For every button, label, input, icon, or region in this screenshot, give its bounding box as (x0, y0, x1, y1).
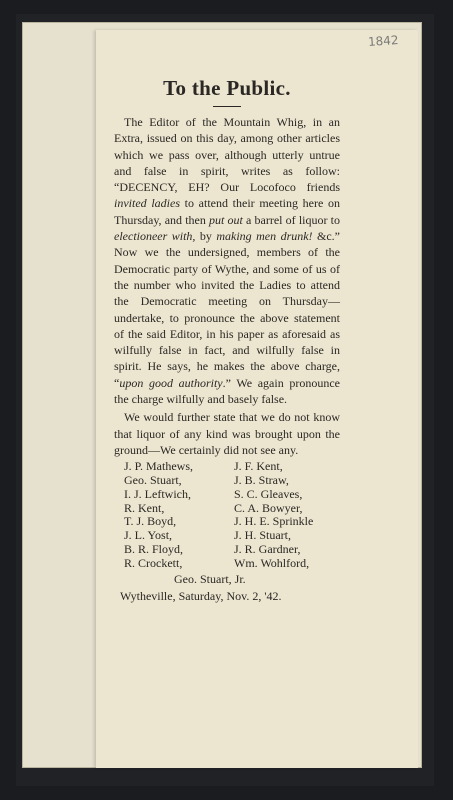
title-rule (213, 106, 241, 107)
signature: Wm. Wohlford, (234, 555, 310, 570)
italic-text-run: electioneer with, (114, 229, 196, 244)
italic-text-run: upon good authority (119, 375, 223, 390)
dateline: Wytheville, Saturday, Nov. 2, '42. (120, 589, 282, 604)
text-run: a barrel of liquor to (242, 212, 340, 227)
signature: J. H. Stuart, (234, 528, 291, 543)
text-run: &c.” Now we the undersigned, members of the Democratic party of Wythe, and some of us of the number who invited the Ladies to attend the Democratic meeting on Thursday—undertake, to pronounce the above statement of the said Editor, in his paper as aforesaid as wilfully false in fact, and wilfully false in spirit. He says, he makes the above charge, “ (114, 229, 340, 390)
paragraph-statement (114, 114, 340, 407)
italic-text-run: invited ladies (114, 196, 180, 211)
paragraph-further-statement: We would further state that we do not know that liquor of any kind was brought upon the ground—We certainly did not see any. (114, 410, 340, 457)
signature: R. Crockett, (124, 555, 183, 570)
broadside-text (114, 76, 340, 604)
signature: I. J. Leftwich, (124, 486, 191, 501)
pencil-annotation: 1842 (367, 32, 399, 50)
signature: S. C. Gleaves, (234, 486, 303, 501)
text-run: to attend their meeting here on Thursday, and then (114, 196, 340, 227)
text-run: by (195, 229, 217, 244)
signature-row (114, 488, 340, 502)
signature: J. F. Kent, (234, 459, 283, 474)
signature: J. B. Straw, (234, 473, 289, 488)
signature: J. P. Mathews, (124, 459, 194, 474)
signature: J. R. Gardner, (234, 542, 301, 557)
signature-row (114, 557, 340, 571)
signature: R. Kent, (124, 500, 165, 515)
signature-row (114, 529, 340, 543)
text-run: The Editor of the Mountain Whig, in an Extra, issued on this day, among other articles which we pass over, although utterly untrue and false in spirit, writes as follow: “DECENCY, EH? Our Locofoco friends (114, 115, 340, 195)
signature: J. H. E. Sprinkle (234, 514, 314, 529)
signature-row-final (114, 573, 340, 587)
signature-row (114, 543, 340, 557)
signature-list (114, 460, 340, 570)
document-title: To the Public. (163, 76, 291, 100)
signature: T. J. Boyd, (124, 514, 177, 529)
signature: Geo. Stuart, Jr. (174, 571, 246, 586)
signature-row (114, 460, 340, 474)
text-run: .” We again pronounce the charge wilfully and basely false. (114, 375, 341, 407)
signature-row (114, 515, 340, 529)
signature-row (114, 474, 340, 488)
italic-text-run: put out (209, 212, 243, 227)
signature: B. R. Floyd, (124, 542, 184, 557)
signature: C. A. Bowyer, (234, 500, 303, 515)
italic-text-run: making men drunk! (216, 229, 313, 244)
signature: J. L. Yost, (124, 528, 173, 543)
signature: Geo. Stuart, (124, 473, 182, 488)
signature-row (114, 502, 340, 516)
